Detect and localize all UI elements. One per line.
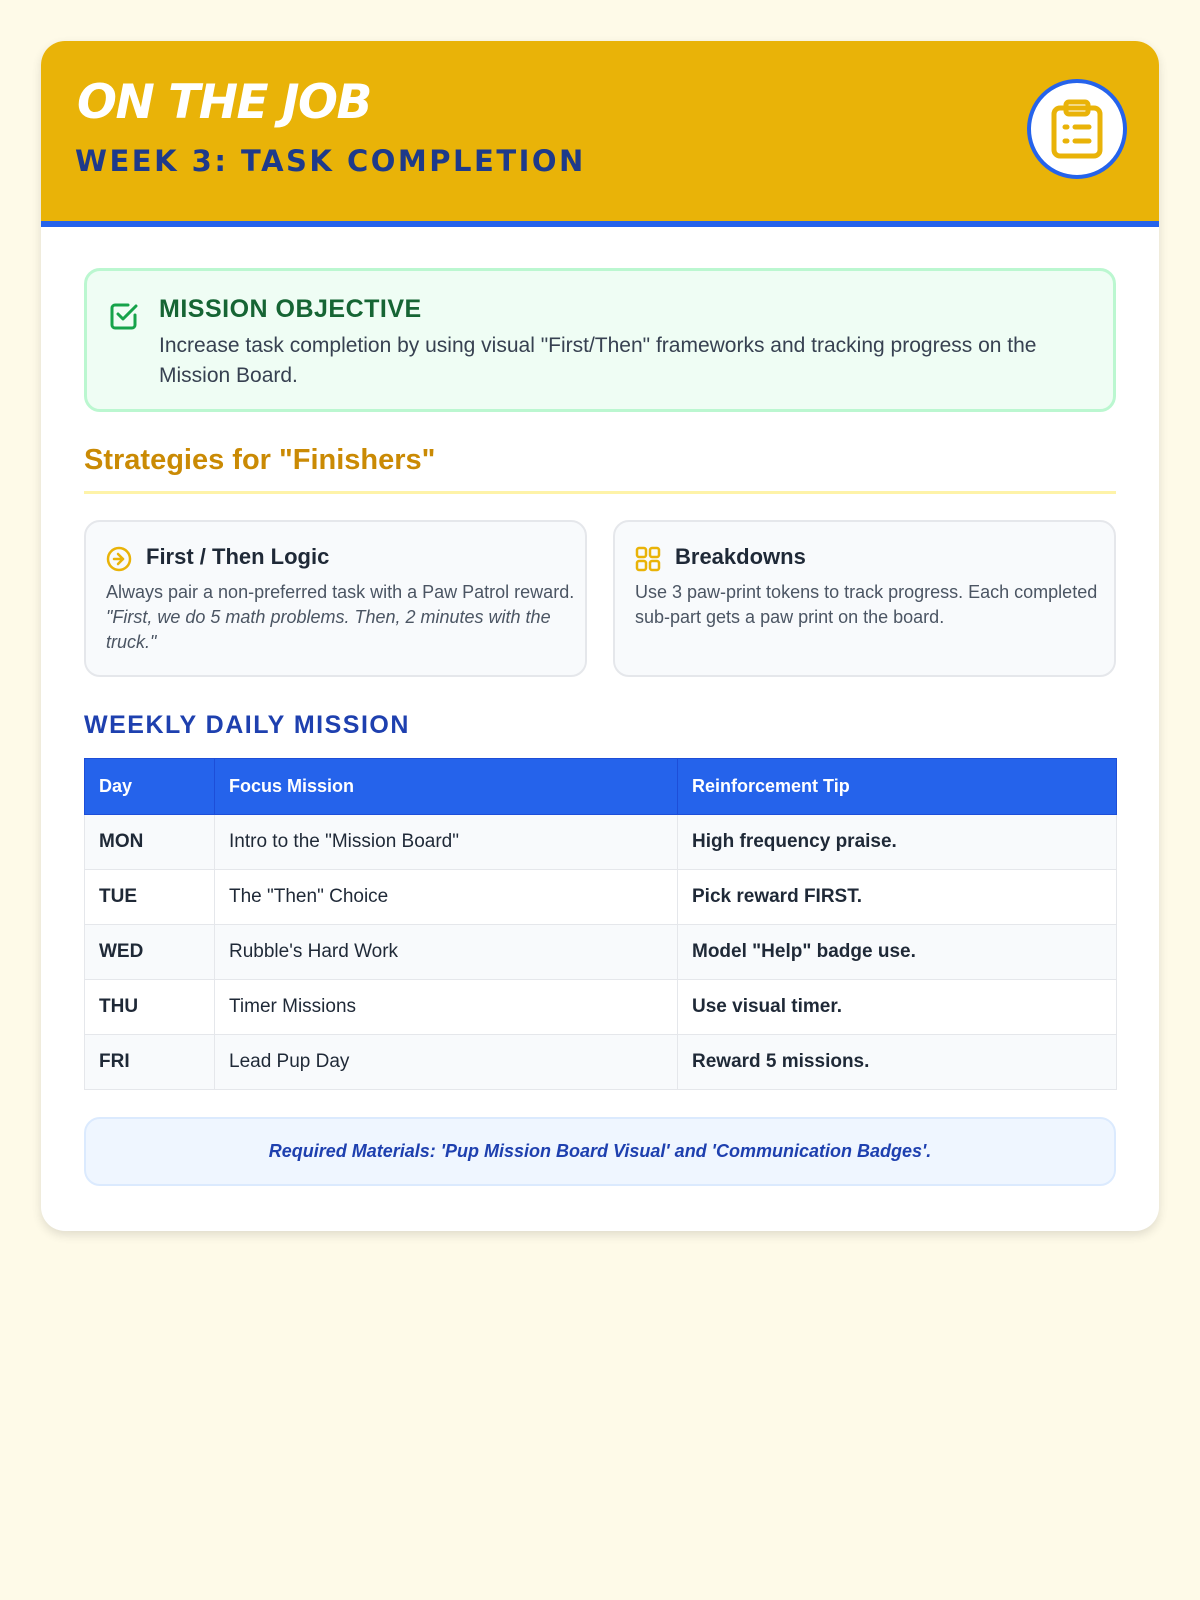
day-cell: TUE [85,870,215,925]
focus-cell: Timer Missions [215,980,678,1035]
day-cell: FRI [85,1035,215,1090]
table-row [85,925,1117,980]
required-materials-note: Required Materials: 'Pup Mission Board Visual' and 'Communication Badges'. [84,1117,1116,1186]
day-cell: WED [85,925,215,980]
table-row [85,980,1117,1035]
focus-cell: Intro to the "Mission Board" [215,815,678,870]
table-row [85,870,1117,925]
objective-text: Increase task completion by using visual "First/Then" frameworks and tracking progress on the Mission Board. [159,334,1037,387]
page-subtitle: WEEK 3: TASK COMPLETION [75,144,586,178]
strategy-title: Breakdowns [675,544,806,569]
arrow-right-circle-icon [106,546,132,577]
table-row [85,815,1117,870]
lesson-card [41,41,1159,1231]
focus-cell: Lead Pup Day [215,1035,678,1090]
header-banner [41,41,1159,227]
strategy-description: Always pair a non-preferred task with a Paw Patrol reward. [106,582,575,602]
column-header-focus: Focus Mission [215,759,678,815]
tip-cell: High frequency praise. [678,815,1117,870]
clipboard-list-icon [1027,79,1127,179]
tip-cell: Use visual timer. [678,980,1117,1035]
focus-cell: Rubble's Hard Work [215,925,678,980]
strategy-text: Use 3 paw-print tokens to track progress. Each completed sub-part gets a paw print on the board. [635,582,1098,627]
tip-cell: Model "Help" badge use. [678,925,1117,980]
strategy-card-breakdowns [613,520,1116,677]
grid-icon [635,546,661,577]
strategy-card-first-then [84,520,587,677]
table-header-row [85,759,1117,815]
strategy-quote: "First, we do 5 math problems. Then, 2 minutes with the truck." [106,607,551,652]
strategies-heading: Strategies for "Finishers" [84,444,1116,494]
mission-objective-box [84,268,1116,412]
column-header-tip: Reinforcement Tip [678,759,1117,815]
tip-cell: Pick reward FIRST. [678,870,1117,925]
tip-cell: Reward 5 missions. [678,1035,1117,1090]
page-title: ON THE JOB [77,75,371,130]
focus-cell: The "Then" Choice [215,870,678,925]
day-cell: THU [85,980,215,1035]
column-header-day: Day [85,759,215,815]
check-square-icon [109,301,139,336]
objective-title: MISSION OBJECTIVE [159,295,422,323]
table-row [85,1035,1117,1090]
weekly-mission-heading: WEEKLY DAILY MISSION [84,711,410,739]
main-content [84,268,1116,1186]
strategy-text [106,580,576,655]
strategy-title: First / Then Logic [146,544,330,569]
day-cell: MON [85,815,215,870]
weekly-mission-table [84,758,1117,1090]
strategies-row [84,520,1116,677]
